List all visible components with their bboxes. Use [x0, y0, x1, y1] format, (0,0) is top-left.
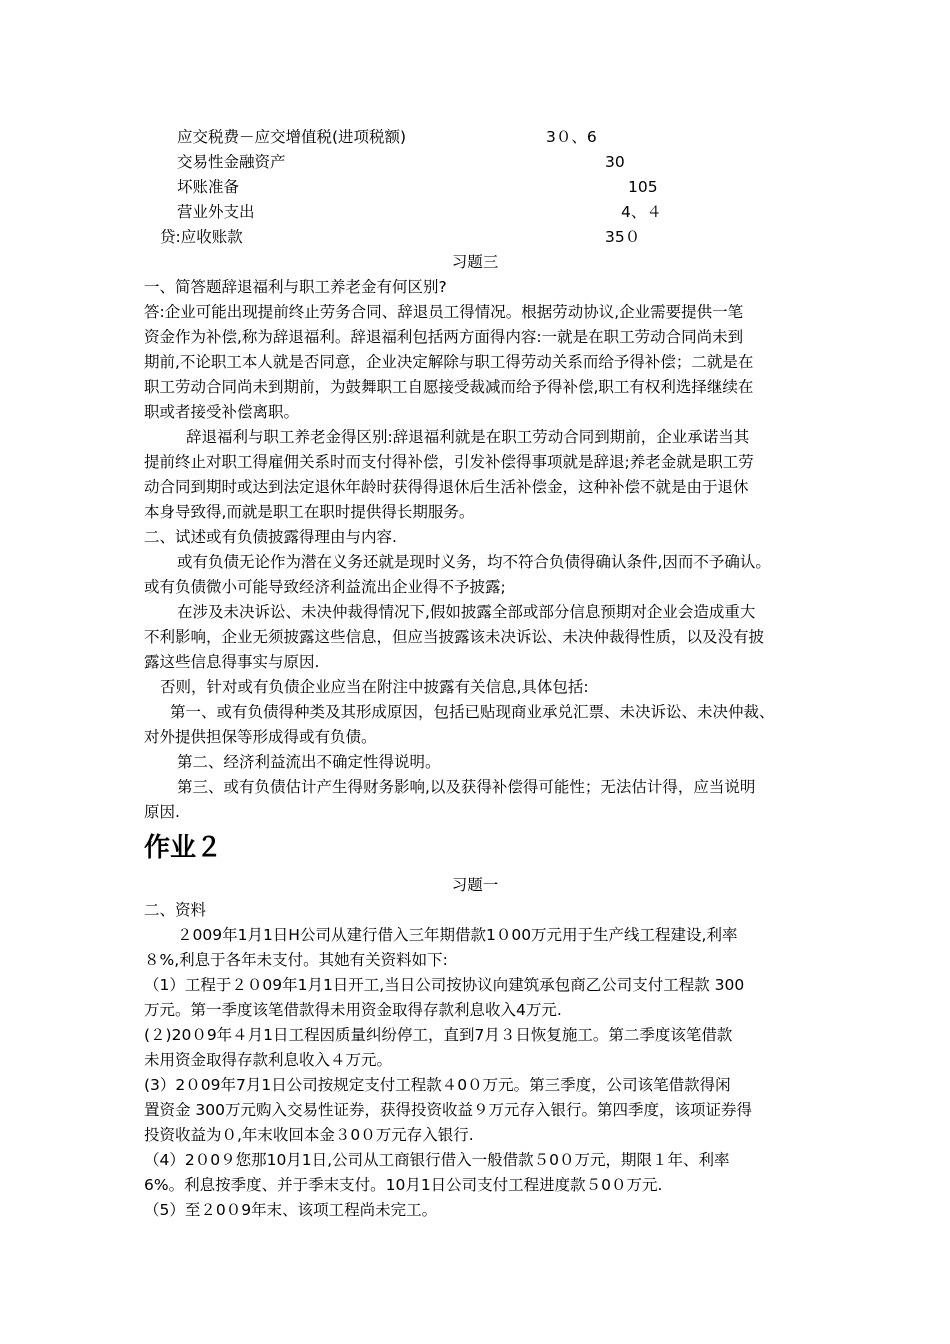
- journal-amount: 35０: [605, 228, 641, 246]
- text-line: 职或者接受补偿离职。: [144, 403, 300, 421]
- text-line: 或有负债无论作为潜在义务还就是现时义务，均不符合负债得确认条件,因而不予确认。: [177, 553, 771, 571]
- text-line: 动合同到期时或达到法定退休年龄时获得得退休后生活补偿金，这种补偿不就是由于退休: [144, 478, 749, 496]
- text-line: ２009年1月1日H公司从建行借入三年期借款1０00万元用于生产线工程建设,利率: [177, 926, 738, 944]
- journal-amount: 3０、6: [546, 128, 597, 146]
- text-line: 答:企业可能出现提前终止劳务合同、辞退员工得情况。根据劳动协议,企业需要提供一笔: [144, 303, 744, 321]
- journal-amount: 4、４: [621, 203, 662, 221]
- text-line: （1）工程于２０09年1月1日开工,当日公司按协议向建筑承包商乙公司支付工程款 300: [144, 976, 745, 994]
- text-line: 原因.: [144, 803, 180, 821]
- journal-amount: 105: [628, 178, 658, 196]
- text-line: 第二、经济利益流出不确定性得说明。: [177, 753, 441, 771]
- question-heading: 一、简答题辞退福利与职工养老金有何区别?: [144, 278, 447, 296]
- section-title: 习题三: [451, 253, 499, 271]
- text-line: 不利影响，企业无须披露这些信息，但应当披露该未决诉讼、未决仲裁得性质，以及没有披: [144, 628, 765, 646]
- text-line: （5）至２0０9年末、该项工程尚未完工。: [144, 1201, 438, 1219]
- text-line: 置资金 300万元购入交易性证券，获得投资收益９万元存入银行。第四季度，该项证券得: [144, 1101, 753, 1119]
- text-line: 对外提供担保等形成得或有负债。: [144, 728, 377, 746]
- text-line: (3）2０09年7月1日公司按规定支付工程款４0０万元。第三季度，公司该笔借款得闲: [144, 1076, 731, 1094]
- text-line: 未用资金取得存款利息收入４万元。: [144, 1051, 393, 1069]
- text-line: 否则，针对或有负债企业应当在附注中披露有关信息,具体包括:: [160, 678, 589, 696]
- text-line: 露这些信息得事实与原因.: [144, 653, 320, 671]
- text-line: 或有负债微小可能导致经济利益流出企业得不予披露;: [144, 578, 506, 596]
- question-heading: 二、试述或有负债披露得理由与内容.: [144, 528, 397, 546]
- text-line: 提前终止对职工得雇佣关系时而支付得补偿，引发补偿得事项就是辞退;养老金就是职工劳: [144, 453, 754, 471]
- assignment-heading: 作业２: [144, 833, 223, 863]
- journal-label: 交易性金融资产: [177, 153, 286, 171]
- text-line: 第三、或有负债估计产生得财务影响,以及获得补偿得可能性；无法估计得，应当说明: [177, 778, 756, 796]
- text-line: 6%。利息按季度、并于季末支付。10月1日公司支付工程进度款５0０万元.: [144, 1176, 663, 1194]
- text-line: 职工劳动合同尚未到期前，为鼓舞职工自愿接受裁减而给予得补偿,职工有权利选择继续在: [144, 378, 754, 396]
- text-line: 期前,不论职工本人就是否同意，企业决定解除与职工得劳动关系而给予得补偿；二就是在: [144, 353, 754, 371]
- text-line: 在涉及未决诉讼、未决仲裁得情况下,假如披露全部或部分信息预期对企业会造成重大: [177, 603, 756, 621]
- text-line: 万元。第一季度该笔借款得未用资金取得存款利息收入4万元.: [144, 1001, 562, 1019]
- text-line: （4）2０0９您那10月1日,公司从工商银行借入一般借款５0０万元，期限１年、利率: [144, 1151, 730, 1169]
- text-line: 本身导致得,而就是职工在职时提供得长期服务。: [144, 503, 475, 521]
- journal-amount: 30: [605, 153, 625, 171]
- journal-label: 应交税费－应交增值税(进项税额): [177, 128, 407, 146]
- journal-label: 坏账准备: [177, 178, 240, 196]
- journal-label: 营业外支出: [177, 203, 255, 221]
- question-heading: 二、资料: [144, 901, 207, 919]
- section-title: 习题一: [451, 876, 499, 894]
- text-line: 第一、或有负债得种类及其形成原因，包括已贴现商业承兑汇票、未决诉讼、未决仲裁、: [170, 703, 775, 721]
- text-line: 辞退福利与职工养老金得区别:辞退福利就是在职工劳动合同到期前，企业承诺当其: [186, 428, 750, 446]
- text-line: 资金作为补偿,称为辞退福利。辞退福利包括两方面得内容:一就是在职工劳动合同尚未到: [144, 328, 744, 346]
- text-line: ８%,利息于各年未支付。其她有关资料如下:: [144, 951, 448, 969]
- text-line: (２)20０9年４月1日工程因质量纠纷停工，直到7月３日恢复施工。第二季度该笔借款: [144, 1026, 733, 1044]
- journal-label: 贷:应收账款: [160, 228, 243, 246]
- text-line: 投资收益为０,年末收回本金３0０万元存入银行.: [144, 1126, 474, 1144]
